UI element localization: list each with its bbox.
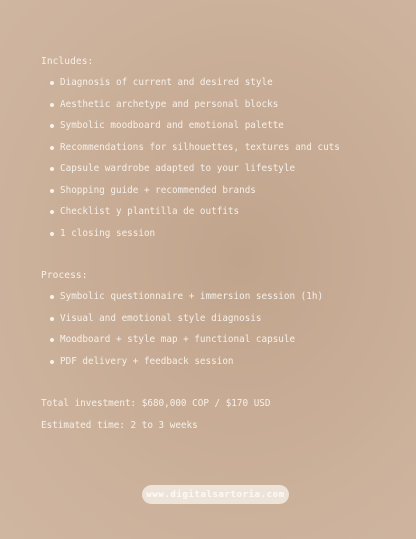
includes-item: Aesthetic archetype and personal blocks: [41, 99, 340, 121]
process-item: Moodboard + style map + functional capsule: [41, 334, 323, 356]
process-heading: Process:: [41, 270, 88, 281]
website-link-button[interactable]: [142, 485, 289, 504]
process-list: [41, 291, 323, 377]
investment-text: Total investment: $680,000 COP / $170 USD: [41, 398, 271, 409]
includes-item: Recommendations for silhouettes, textures and cuts: [41, 142, 340, 164]
includes-item: Capsule wardrobe adapted to your lifestyle: [41, 163, 340, 185]
includes-item: Diagnosis of current and desired style: [41, 77, 340, 99]
includes-item: 1 closing session: [41, 228, 340, 250]
includes-item: Checklist y plantilla de outfits: [41, 206, 340, 228]
process-item: Symbolic questionnaire + immersion session (1h): [41, 291, 323, 313]
process-item: PDF delivery + feedback session: [41, 356, 323, 378]
website-link-label: www.digitalsartoria.com: [146, 489, 285, 500]
includes-heading: Includes:: [41, 56, 94, 67]
includes-list: [41, 77, 340, 249]
estimated-time-text: Estimated time: 2 to 3 weeks: [41, 420, 198, 431]
process-item: Visual and emotional style diagnosis: [41, 313, 323, 335]
includes-item: Symbolic moodboard and emotional palette: [41, 120, 340, 142]
includes-item: Shopping guide + recommended brands: [41, 185, 340, 207]
